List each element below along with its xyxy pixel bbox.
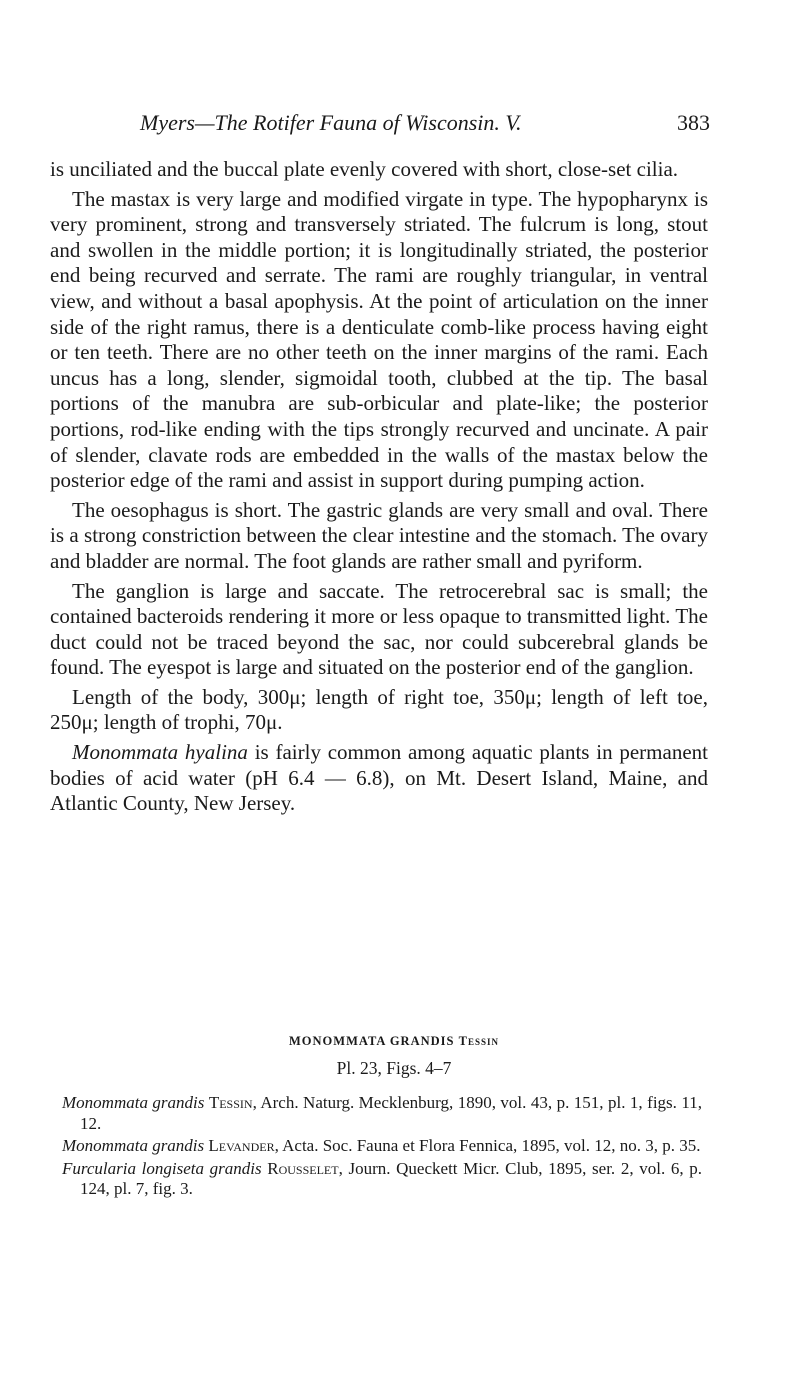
body-text (50, 157, 708, 821)
synonym-author: Tessin (208, 1093, 253, 1112)
running-head (140, 108, 710, 138)
running-title: Myers—The Rotifer Fauna of Wisconsin. V. (140, 110, 522, 135)
synonym-citation: , Arch. Naturg. Mecklenburg, 1890, vol. 43, p. 151, pl. 1, figs. 11, 12. (80, 1093, 702, 1133)
heading-species: MONOMMATA GRANDIS (289, 1034, 455, 1048)
species-name: Monommata hyalina (72, 740, 248, 765)
synonymy-list (62, 1093, 702, 1202)
synonym-name: Furcularia longiseta grandis (62, 1158, 262, 1178)
plate-reference: Pl. 23, Figs. 4–7 (336, 1058, 452, 1078)
synonym-author: Levander (208, 1136, 275, 1155)
paragraph-continuation: is unciliated and the buccal plate evenly covered with short, close-set cilia. (50, 157, 679, 181)
paragraph-measurements: Length of the body, 300μ; length of right toe, 350μ; length of left toe, 250μ; length of trophi, 70μ. (50, 684, 708, 735)
synonym-name: Monommata grandis (62, 1093, 205, 1112)
synonymy-entry (62, 1159, 702, 1200)
paragraph-mastax: The mastax is very large and modified virgate in type. The hypopharynx is very prominent, strong and transversely striated. The fulcrum is long, stout and swollen in the middle portion; it is longitudinally striated, the posterior end being recurved and serrate. The rami are roughly triangular, in ventral view, and without a basal apophysis. At the point of articulation on the inner side of the right ramus, there is a denticulate comb-like process having eight or ten teeth. There are no other teeth on the inner margins of the rami. Each uncus has a long, slender, sigmoidal tooth, clubbed at the tip. The basal portions of the manubra are sub-orbicular and plate-like; the posterior portions, rod-like ending with the tips strongly recurved and uncinate. A pair of slender, clavate rods are embedded in the walls of the mastax below the posterior edge of the rami and assist in support during pumping action. (50, 186, 708, 493)
distribution-text: is fairly common among aquatic plants in permanent bodies of acid water (pH 6.4 — 6.8), on Mt. Desert Island, Maine, and Atlantic County, New Jersey. (50, 740, 708, 816)
synonym-name: Monommata grandis (62, 1136, 205, 1155)
synonymy-entry (62, 1136, 702, 1157)
synonym-citation: , Acta. Soc. Fauna et Flora Fennica, 1895, vol. 12, no. 3, p. 35. (274, 1136, 701, 1155)
synonymy-entry (62, 1093, 702, 1134)
synonym-citation: , Journ. Queckett Micr. Club, 1895, ser. 2, vol. 6, p. 124, pl. 7, fig. 3. (80, 1158, 703, 1198)
synonym-author: Rousselet (267, 1158, 339, 1178)
page-number: 383 (677, 110, 710, 135)
paragraph-ganglion: The ganglion is large and saccate. The retrocerebral sac is small; the contained bacteroids rendering it more or less opaque to transmitted light. The duct could not be traced beyond the sac, nor could subcerebral glands be found. The eyespot is large and situated on the posterior end of the ganglion. (50, 578, 708, 680)
section-heading (0, 1034, 788, 1049)
paragraph-distribution (50, 740, 708, 817)
paragraph-oesophagus: The oesophagus is short. The gastric glands are very small and oval. There is a strong constriction between the clear intestine and the stomach. The ovary and bladder are normal. The foot glands are rather small and pyriform. (50, 497, 708, 573)
heading-author: Tessin (458, 1034, 499, 1048)
